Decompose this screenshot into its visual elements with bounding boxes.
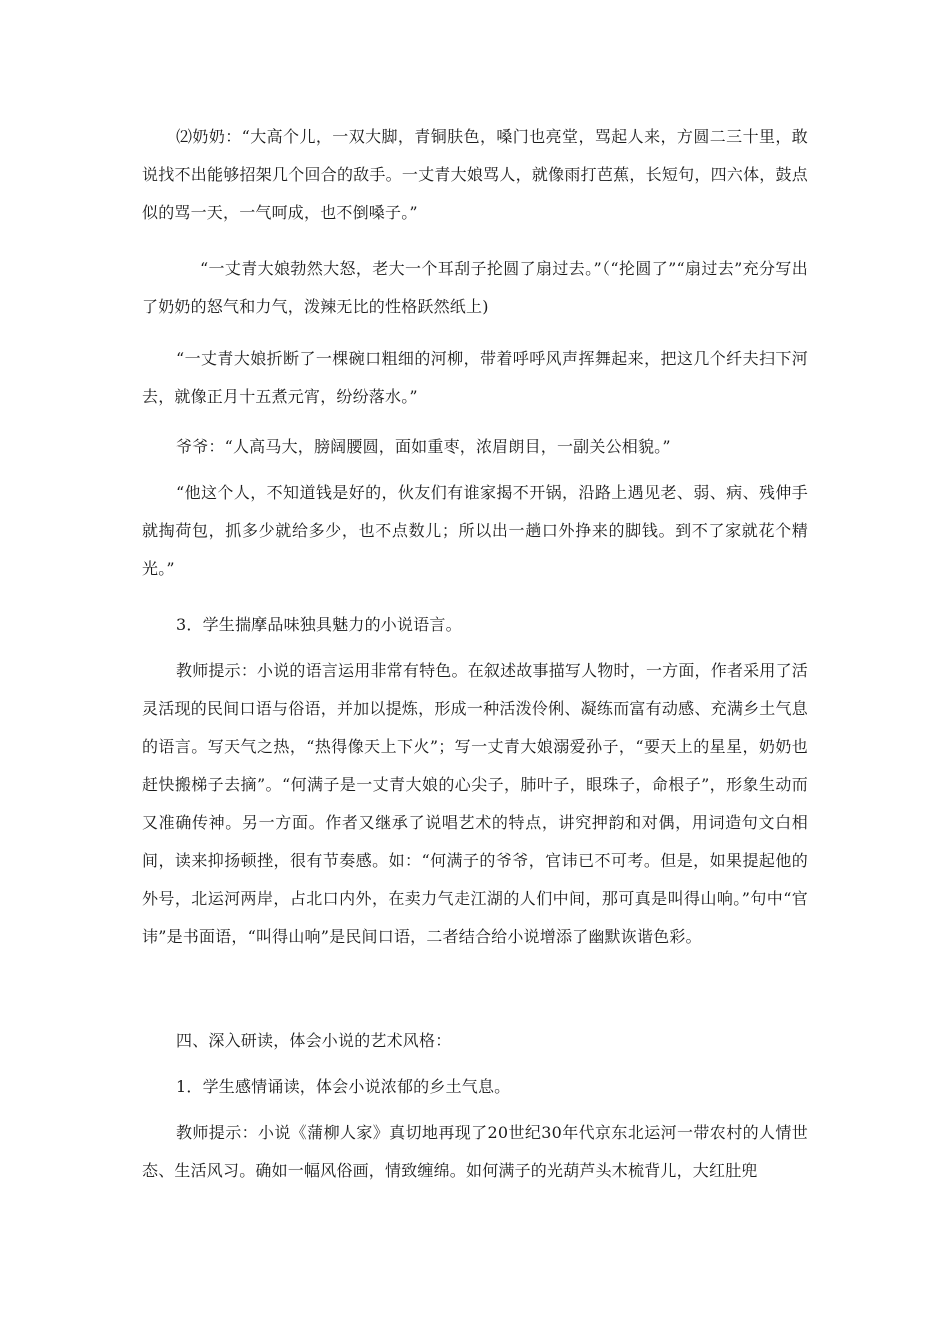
paragraph-grandma-slap: “一丈青大娘勃然大怒，老大一个耳刮子抡圆了扇过去。”（“抡圆了”“扇过去”充分写出了奶奶的怒气和力气，泼辣无比的性格跃然纸上) [142,259,808,316]
paragraph-teacher-tip-language: 教师提示：小说的语言运用非常有特色。在叙述故事描写人物时，一方面，作者采用了活灵活现的民间口语与俗语，并加以提炼，形成一种活泼伶俐、凝练而富有动感、充满乡土气息的语言。写天气之热，“热得像天上下火”；写一丈青大娘溺爱孙子，“要天上的星星，奶奶也赶快搬梯子去摘”。“何满子是一丈青大娘的心尖子，肺叶子，眼珠子，命根子”，形象生动而又准确传神。另一方面。作者又继承了说唱艺术的特点，讲究押韵和对偶，用词造句文白相间，读来抑扬顿挫，很有节奏感。如：“何满子的爷爷，官讳已不可考。但是，如果提起他的外号，北运河两岸，占北口内外，在卖力气走江湖的人们中间，那可真是叫得山响。”句中“官讳”是书面语，“叫得山响”是民间口语，二者结合给小说增添了幽默诙谐色彩。 [142,661,808,946]
paragraph-teacher-tip-style: 教师提示：小说《蒲柳人家》真切地再现了20世纪30年代京东北运河一带农村的人情世态、生活风习。确如一幅风俗画，情致缠绵。如何满子的光葫芦头木梳背儿，大红肚兜 [142,1123,808,1180]
section-heading-reading: 1．学生感情诵读，体会小说浓郁的乡土气息。 [176,1077,511,1096]
paragraph-grandma-willow: “一丈青大娘折断了一棵碗口粗细的河柳，带着呼呼风声挥舞起来，把这几个纤夫扫下河去，就像正月十五煮元宵，纷纷落水。” [142,349,808,406]
section-heading-four: 四、深入研读，体会小说的艺术风格： [176,1031,452,1050]
paragraph-grandma-description: ⑵奶奶：“大高个儿，一双大脚，青铜肤色，嗓门也亮堂，骂起人来，方圆二三十里，敢说找不出能够招架几个回合的敌手。一丈青大娘骂人，就像雨打芭蕉，长短句，四六体，鼓点似的骂一天，一气呵成，也不倒嗓子。” [142,127,808,222]
section-heading-language: 3．学生揣摩品味独具魅力的小说语言。 [176,615,462,634]
paragraph-grandpa-money: “他这个人，不知道钱是好的，伙友们有谁家揭不开锅，沿路上遇见老、弱、病、残伸手就掏荷包，抓多少就给多少，也不点数儿；所以出一趟口外挣来的脚钱。到不了家就花个精光。” [142,483,808,578]
paragraph-grandpa-description: 爷爷：“人高马大，膀阔腰圆，面如重枣，浓眉朗目，一副关公相貌。” [176,437,671,456]
